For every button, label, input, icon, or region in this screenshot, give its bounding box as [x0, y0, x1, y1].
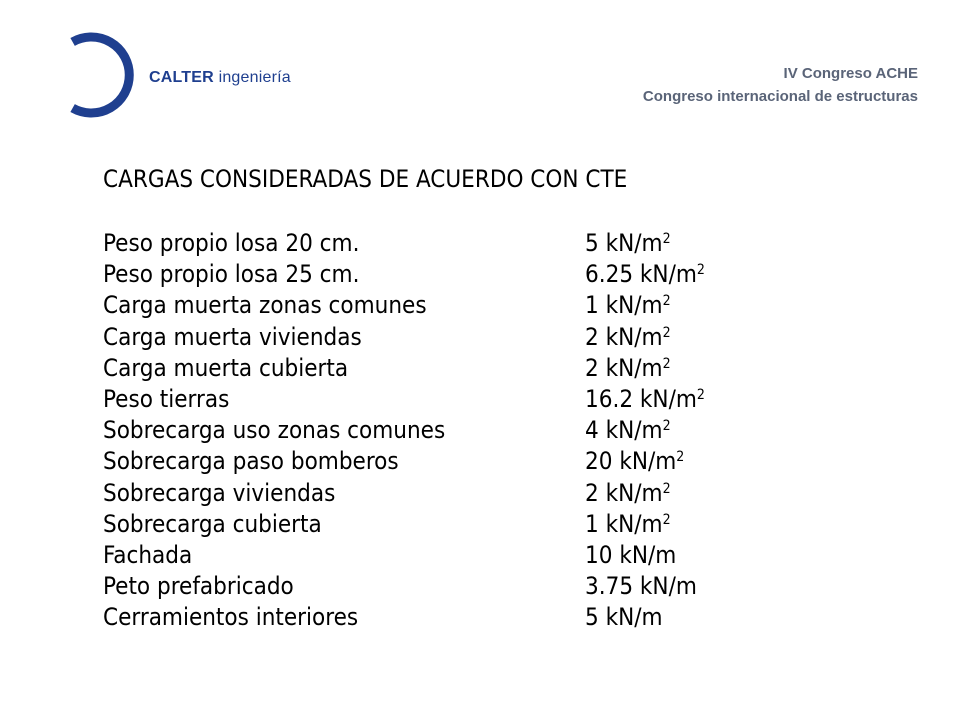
- slide-title: CARGAS CONSIDERADAS DE ACUERDO CON CTE: [103, 165, 628, 193]
- load-value-text: 4 kN/m: [585, 416, 663, 445]
- load-name: Peto prefabricado: [103, 572, 294, 601]
- load-name: Fachada: [103, 540, 193, 569]
- load-unit-exponent: 2: [662, 355, 671, 372]
- load-name: Sobrecarga cubierta: [103, 509, 322, 538]
- load-row: [103, 602, 705, 633]
- load-row: [103, 478, 705, 509]
- load-value: [585, 259, 705, 290]
- load-value: [585, 571, 697, 602]
- load-name: Peso propio losa 20 cm.: [103, 229, 360, 257]
- load-value-text: 5 kN/m: [585, 229, 663, 257]
- load-name: Cerramientos interiores: [103, 603, 359, 632]
- load-row: [103, 384, 705, 415]
- load-name: Sobrecarga uso zonas comunes: [103, 416, 446, 445]
- load-unit-exponent: 2: [662, 293, 671, 310]
- slide-content: [103, 164, 705, 633]
- load-value-text: 5 kN/m: [585, 603, 663, 632]
- load-value-text: 1 kN/m: [585, 291, 663, 320]
- load-value: [585, 602, 663, 633]
- load-name: Peso tierras: [103, 384, 230, 413]
- load-name: Carga muerta cubierta: [103, 353, 349, 382]
- load-value-text: 16.2 kN/m: [585, 384, 697, 413]
- load-value-text: 1 kN/m: [585, 509, 663, 538]
- load-value-text: 2 kN/m: [585, 322, 663, 351]
- load-value-text: 6.25 kN/m: [585, 260, 697, 289]
- load-value: [585, 353, 671, 384]
- load-value-text: 10 kN/m: [585, 540, 677, 569]
- load-row: [103, 540, 705, 571]
- load-name: Carga muerta zonas comunes: [103, 291, 427, 320]
- load-value-text: 3.75 kN/m: [585, 572, 697, 601]
- load-value-text: 20 kN/m: [585, 447, 677, 476]
- load-value-text: 2 kN/m: [585, 353, 663, 382]
- calter-logo-ring-icon: [48, 30, 138, 120]
- load-unit-exponent: 2: [696, 386, 705, 403]
- load-value: [585, 446, 684, 477]
- load-value: [585, 228, 671, 259]
- load-value: [585, 540, 676, 571]
- load-row: [103, 415, 705, 446]
- load-value: [585, 478, 671, 509]
- load-unit-exponent: 2: [662, 480, 671, 497]
- load-row: [103, 353, 705, 384]
- load-unit-exponent: 2: [662, 418, 671, 435]
- load-row: [103, 259, 705, 290]
- load-name: Sobrecarga viviendas: [103, 478, 336, 507]
- conference-header: [643, 62, 918, 108]
- load-unit-exponent: 2: [696, 262, 705, 279]
- conference-title: IV Congreso ACHE: [783, 65, 918, 82]
- load-row: [103, 322, 705, 353]
- load-unit-exponent: 2: [662, 511, 671, 528]
- load-name: Peso propio losa 25 cm.: [103, 260, 360, 289]
- load-name: Sobrecarga paso bomberos: [103, 447, 399, 476]
- load-row: [103, 446, 705, 477]
- load-row: [103, 571, 705, 602]
- load-row: [103, 228, 705, 259]
- load-unit-exponent: 2: [676, 449, 685, 466]
- load-name: Carga muerta viviendas: [103, 322, 362, 351]
- calter-logo-text: [149, 69, 291, 87]
- load-value: [585, 384, 705, 415]
- load-value: [585, 322, 671, 353]
- load-row: [103, 290, 705, 321]
- load-row: [103, 509, 705, 540]
- load-value-text: 2 kN/m: [585, 478, 663, 507]
- load-value: [585, 415, 671, 446]
- load-value: [585, 290, 671, 321]
- logo-brand: CALTER: [149, 69, 214, 86]
- conference-subtitle: Congreso internacional de estructuras: [642, 88, 918, 105]
- load-list: [103, 228, 705, 633]
- load-value: [585, 509, 671, 540]
- load-unit-exponent: 2: [662, 324, 671, 341]
- load-unit-exponent: 2: [662, 231, 671, 247]
- logo-suffix: ingeniería: [218, 69, 291, 86]
